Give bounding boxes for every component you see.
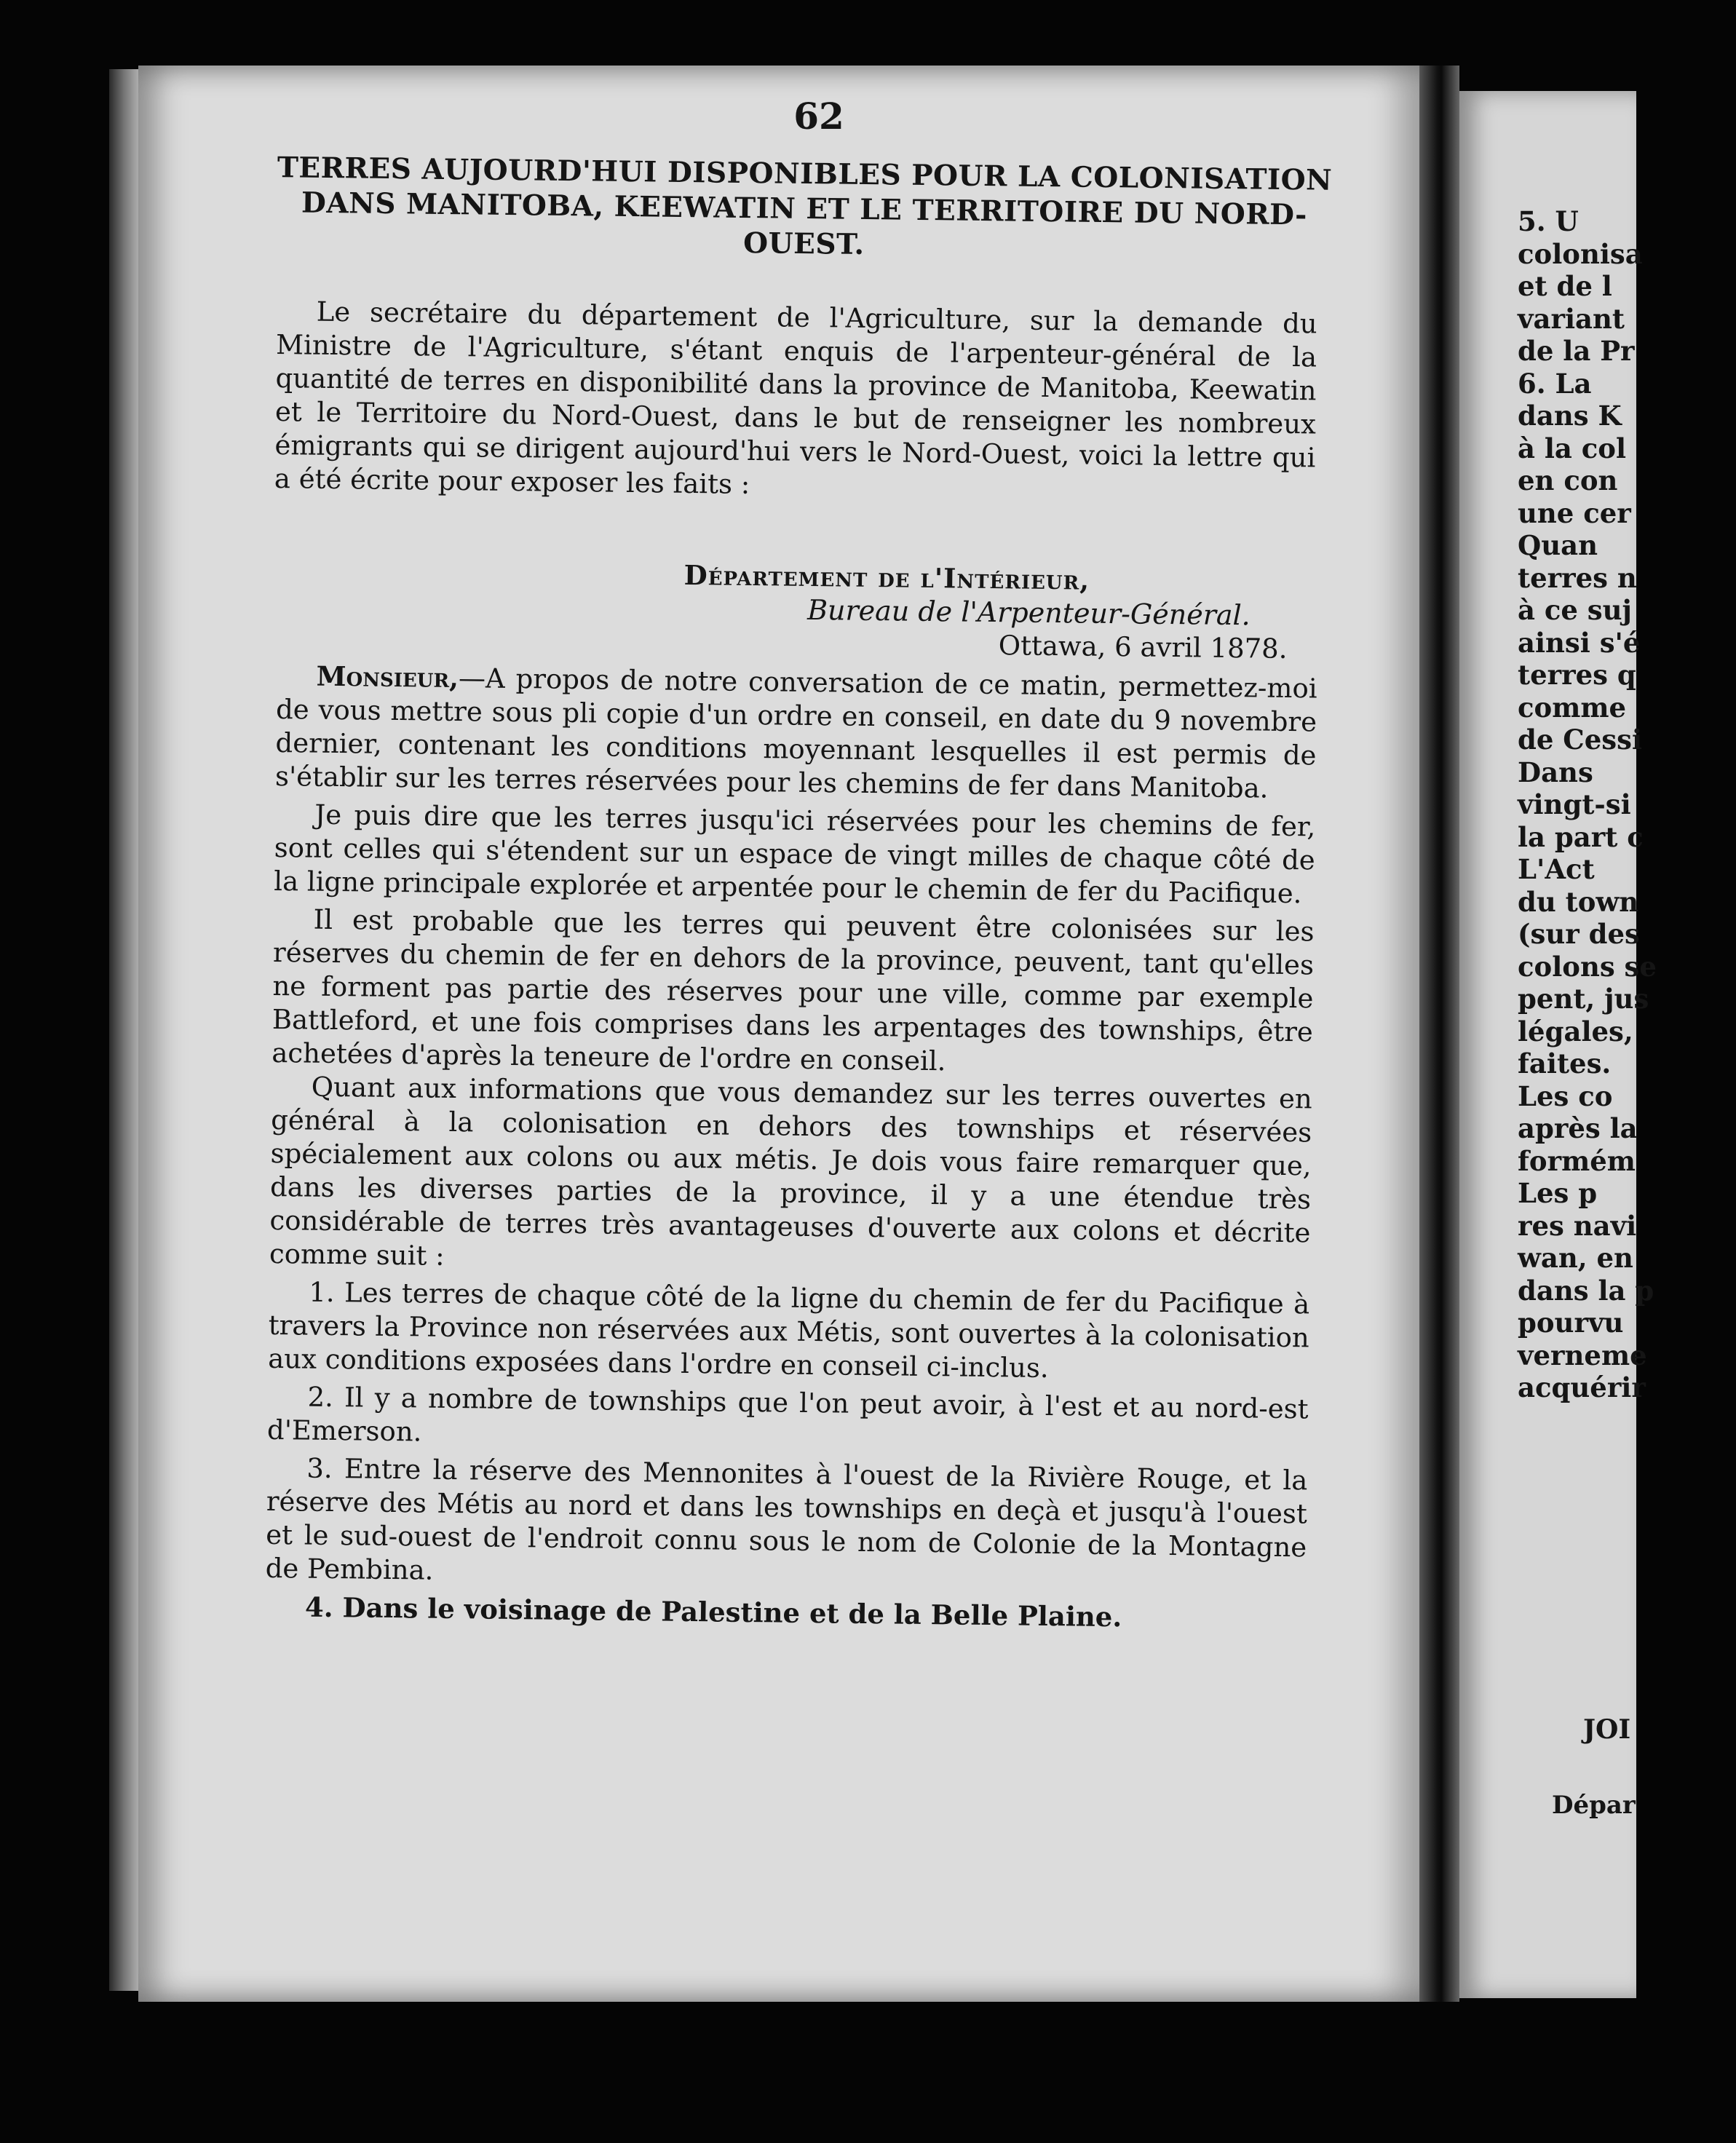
right-page-text	[1518, 205, 1736, 1404]
letterhead-bureau: Bureau de l'Arpenteur-Général.	[806, 593, 1251, 632]
right-line: wan, en	[1518, 1242, 1633, 1274]
right-line: faites.	[1518, 1047, 1612, 1080]
right-line: la part c	[1518, 820, 1644, 853]
right-line: vingt-si	[1518, 788, 1631, 820]
right-line: Les p	[1518, 1177, 1598, 1209]
right-line: légales,	[1518, 1015, 1633, 1047]
right-line: une cer	[1518, 496, 1631, 529]
book-gutter	[1419, 66, 1459, 2002]
letter-paragraph-3: Il est probable que les terres qui peuvent être colonisées sur les réserves du chemin de fer en dehors de la province, peuvent, tant qu'elles ne forment pas partie des réserves pour une ville, comme par exemple Battleford, et une fois comprises dans les arpentages des townships, être achetées d'après la teneure de l'ordre en conseil.	[272, 903, 1315, 1077]
letterhead	[275, 553, 1317, 666]
right-line: à ce suj	[1518, 594, 1632, 626]
right-footer-dept: Dépar	[1552, 1791, 1636, 1820]
right-line: ainsi s'é	[1518, 626, 1641, 659]
right-line: (sur des	[1518, 918, 1640, 950]
right-line: verneme	[1518, 1339, 1647, 1371]
right-line: Quan	[1518, 529, 1598, 561]
right-line: pourvu	[1518, 1307, 1624, 1339]
right-line: Les co	[1518, 1080, 1613, 1112]
right-line: 5. U	[1518, 205, 1579, 237]
list-item-2: 2. Il y a nombre de townships que l'on peut avoir, à l'est et au nord-est d'Emerson.	[266, 1381, 1309, 1448]
letter-paragraph-2: Je puis dire que les terres jusqu'ici réservées pour les chemins de fer, sont celles qui s'étendent sur un espace de vingt milles de chaque côté de la ligne principale explorée et arpentée pour le chemin de fer du Pacifique.	[274, 799, 1316, 910]
letter-paragraph-1	[275, 659, 1317, 806]
right-line: en con	[1518, 464, 1618, 496]
letter-body	[265, 659, 1317, 1636]
right-line: formém	[1518, 1144, 1636, 1177]
right-line: colons se	[1518, 950, 1657, 983]
right-line: res navi	[1518, 1209, 1637, 1242]
right-line: Dans	[1518, 756, 1593, 788]
page-number: 62	[793, 95, 844, 138]
right-line: de Cessi	[1518, 724, 1642, 756]
right-line: comme	[1518, 691, 1627, 724]
right-line: L'Act	[1518, 853, 1595, 885]
right-line: 6. La	[1518, 367, 1592, 400]
letter-date: Ottawa, 6 avril 1878.	[998, 630, 1288, 665]
intro-block	[274, 295, 1317, 508]
right-line: acquérir	[1518, 1371, 1646, 1403]
letter-salutation: Monsieur,	[316, 659, 459, 694]
right-line: de la Pr	[1518, 335, 1635, 367]
right-line: à la col	[1518, 432, 1627, 464]
right-line: dans la p	[1518, 1274, 1654, 1307]
letter-paragraph-1-text: —A propos de notre conversation de ce matin, permettez-moi de vous mettre sous pli copie d'un ordre en conseil, en date du 9 novembre dernier, contenant les conditions moyennant lesquelles il est permis de s'établir sur les terres réservées pour les chemins de fer dans Manitoba.	[274, 662, 1317, 804]
right-line: du town	[1518, 885, 1639, 918]
right-line: et de l	[1518, 270, 1612, 302]
letter-paragraph-4: Quant aux informations que vous demandez sur les terres ouvertes en général à la colonisation en dehors des townships et réservées spécialement aux colons ou aux métis. Je dois vous faire remarquer que, dans les diverses parties de la province, il y a une étendue très considérable de terres très avantageuses d'ouverte aux colons et décrite comme suit :	[269, 1071, 1312, 1272]
intro-paragraph: Le secrétaire du département de l'Agriculture, sur la demande du Ministre de l'Agriculture, s'étant enquis de l'arpenteur-général de la quantité de terres en disponibilité dans la province de Manitoba, Keewatin et le Territoire du Nord-Ouest, dans le but de renseigner les nombreux émigrants qui se dirigent aujourd'hui vers le Nord-Ouest, voici la lettre qui a été écrite pour exposer les faits :	[274, 296, 1317, 500]
list-item-4: 4. Dans le voisinage de Palestine et de la Belle Plaine.	[304, 1591, 1122, 1633]
letterhead-department: Département de l'Intérieur,	[683, 558, 1090, 596]
right-line: variant	[1518, 302, 1625, 335]
page-title: TERRES AUJOURD'HUI DISPONIBLES POUR LA COLONISATION DANS MANITOBA, KEEWATIN ET LE TERRITOIRE DU NORD-OUEST.	[277, 151, 1333, 262]
right-line: terres n	[1518, 561, 1637, 594]
right-footer-name: JOI	[1583, 1714, 1631, 1745]
list-item-3: 3. Entre la réserve des Mennonites à l'ouest de la Rivière Rouge, et la réserve des Métis au nord et dans les townships en deçà et jusqu'à l'ouest et le sud-ouest de l'endroit connu sous le nom de Colonie de la Montagne de Pembina.	[265, 1452, 1308, 1586]
right-line: après la	[1518, 1112, 1638, 1144]
right-line: dans K	[1518, 400, 1622, 432]
right-line: pent, jus	[1518, 983, 1649, 1015]
list-item-1: 1. Les terres de chaque côté de la ligne du chemin de fer du Pacifique à travers la Province non réservées aux Métis, sont ouvertes à la colonisation aux conditions exposées dans l'ordre en conseil ci-inclus.	[267, 1276, 1310, 1385]
right-line: colonisa	[1518, 237, 1643, 270]
right-line: terres q	[1518, 659, 1636, 691]
